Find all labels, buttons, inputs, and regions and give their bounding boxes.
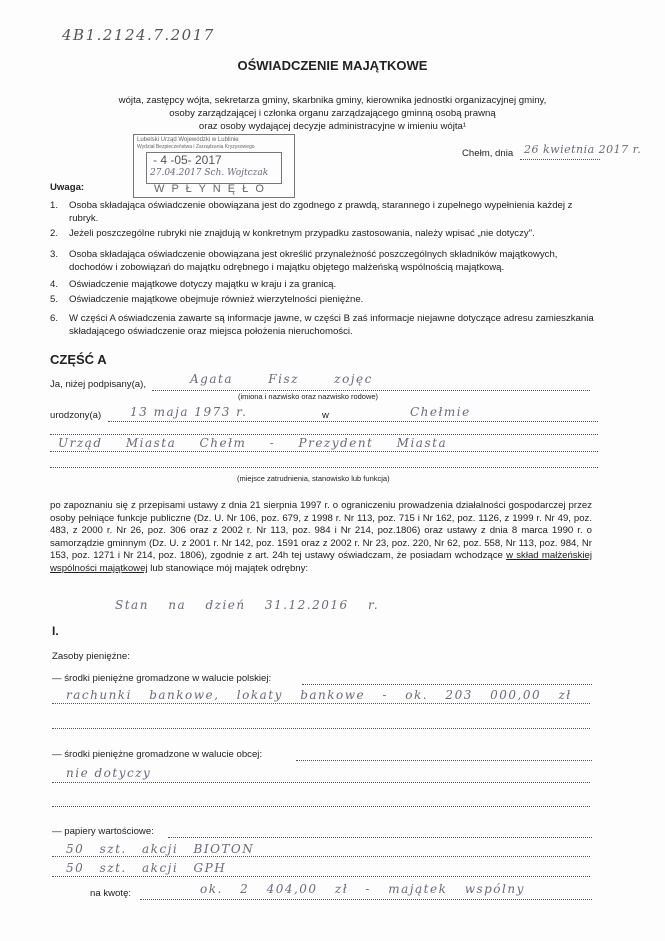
status-date: Stan na dzień 31.12.2016 r. [115,598,380,612]
foreign-value: nie dotyczy [66,766,152,780]
reference-number: 4B1.2124.7.2017 [62,26,215,44]
note-number: 3. [50,249,59,260]
legal-paragraph [50,500,592,576]
page-title: OŚWIADCZENIE MAJĄTKOWE [237,58,428,73]
note-item [50,278,595,291]
stamp-line-1: Lubelski Urząd Wojewódzki w Lublinie [137,137,239,143]
resources-label: Zasoby pieniężne: [52,651,130,662]
note-item [50,312,595,338]
born-label: urodzony(a) [50,410,102,421]
born-place: Chełmie [410,405,471,419]
note-number: 2. [50,228,59,239]
note-number: 1. [50,200,59,211]
note-text: Oświadczenie majątkowe obejmuje również wierzytelności pieniężne. [69,294,364,305]
born-in-label: w [322,410,329,421]
stamp-label: W P Ł Y N Ę Ł O [154,183,266,195]
subtitle-line-3: oraz osoby wydającej decyzje administracyjne w imieniu wójta¹ [198,121,467,132]
name-caption: (imiona i nazwisko oraz nazwisko rodowe) [238,392,379,401]
note-number: 6. [50,313,59,324]
pln-label: — środki pieniężne gromadzone w walucie polskiej: [52,673,272,684]
note-number: 4. [50,279,59,290]
note-text: Oświadczenie majątkowe dotyczy majątku w kraju i za granicą. [69,279,337,290]
stamp-date: - 4 -05- 2017 [153,153,222,167]
subtitle-line-1: wójta, zastępcy wójta, sekretarza gminy, skarbnika gminy, kierownika jednostki organizacyjnej gminy, [118,95,547,106]
paragraph-text: po zapoznaniu się z przepisami ustawy z dnia 21 sierpnia 1997 r. o ograniczeniu prowadzenia działalności gospodarczej przez osoby pełniące funkcje publiczne (Dz. U. Nr 106, poz. 679, z 1998 r. Nr 113, poz. 715 i Nr 162, poz. 1126, z 1999 r. Nr 49, poz. 483, z 2000 r. Nr 26, poz. 306 oraz z 2002 r. Nr 113, poz. 984 i Nr 214, poz.1806) oraz ustawy z dnia 8 marca 1990 r. o samorządzie gminnym (Dz. U. z 2001 r. Nr 142, poz. 1591 oraz z 2002 r. Nr 23, poz. 220, Nr 62, poz. 558, Nr 113, poz. 984, Nr 153, poz. 1271 i Nr 214, poz. 1806), zgodnie z art. 24h tej ustawy oświadczam, że posiadam wchodzące [50,500,592,562]
stamp-line-2: Wydział Bezpieczeństwa i Zarządzania Kryzysowego [137,144,255,150]
place-date-value: 26 kwietnia 2017 r. [524,143,642,156]
paragraph-text-end: lub stanowiące mój majątek odrębny: [147,562,309,574]
workplace-caption: (miejsce zatrudnienia, stanowisko lub funkcja) [237,474,390,483]
notes-heading: Uwaga: [50,182,85,193]
born-date: 13 maja 1973 r. [130,405,248,419]
signed-value: Agata Fisz zojęc [190,372,373,386]
note-text: W części A oświadczenia zawarte są informacje jawne, w części B zaś informacje niejawne dotyczące adresu zamieszkania składającego oświadczenie oraz miejsca położenia nieruchomości. [69,313,594,337]
amount-label: na kwotę: [90,888,132,899]
part-a-heading: CZĘŚĆ A [50,352,107,367]
note-text: Jeżeli poszczególne rubryki nie znajdują w konkretnym przypadku zastosowania, należy wpisać „nie dotyczy". [69,228,535,239]
note-item [50,293,595,306]
workplace-value: Urząd Miasta Chełm - Prezydent Miasta [58,436,448,450]
paragraph-underlined: w skład małżeńskiej wspólności majątkowej [50,550,592,574]
signed-label: Ja, niżej podpisany(a), [50,379,146,390]
subtitle-line-2: osoby zarządzającej i członka organu zarządzającego gminną osobą prawną [169,108,496,119]
securities-label: — papiery wartościowe: [52,826,154,837]
note-item [50,199,595,225]
amount-value: ok. 2 404,00 zł - majątek wspólny [200,882,525,896]
note-item [50,248,595,274]
note-text: Osoba składająca oświadczenie obowiązana jest do zgodnego z prawdą, starannego i zupełnego wypełnienia każdej z rubryk. [69,200,573,224]
stamp-handwritten: 27.04.2017 Sch. Wojtczak [150,168,269,178]
note-text: Osoba składająca oświadczenie obowiązana jest określić przynależność poszczególnych składników majątkowych, dochodów i zobowiązań do majątku odrębnego i majątku objętego małżeńską wspólnością majątkową. [69,249,558,273]
securities-value: 50 szt. akcji BIOTON [66,842,255,856]
note-item [50,227,595,240]
securities-value: 50 szt. akcji GPH [66,861,227,875]
pln-value: rachunki bankowe, lokaty bankowe - ok. 203 000,00 zł [66,688,572,702]
section-1-heading: I. [52,624,59,638]
foreign-label: — środki pieniężne gromadzone w walucie obcej: [52,749,263,760]
note-number: 5. [50,294,59,305]
received-stamp [133,134,295,198]
place-date-label: Chełm, dnia [462,148,514,159]
